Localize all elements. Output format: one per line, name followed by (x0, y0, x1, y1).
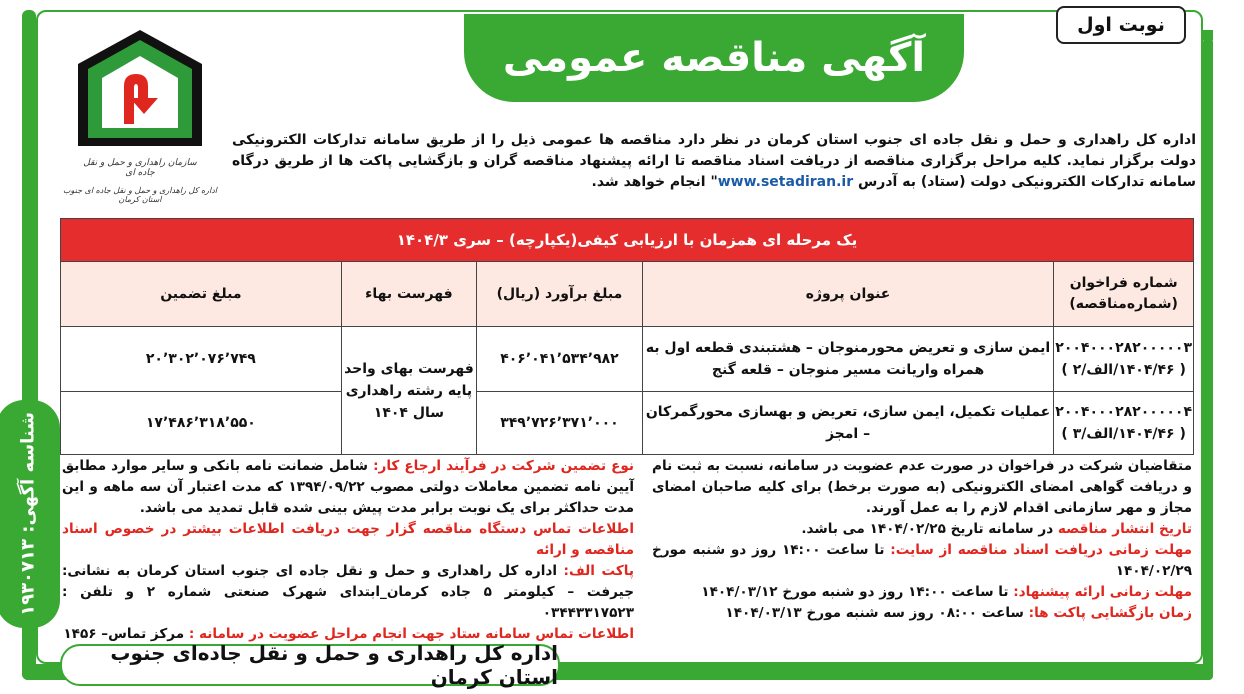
intro-paragraph (232, 130, 1196, 193)
publish-date-label: تاریخ انتشار مناقصه (1057, 521, 1192, 537)
round-tag: نوبت اول (1056, 6, 1186, 44)
guarantee-amount: ۲۰٬۳۰۲٬۰۷۶٬۷۴۹ (61, 327, 342, 392)
table-row (61, 327, 1194, 392)
tender-number: ( ۱۴۰۴/۴۶/الف/۳ ) (1061, 426, 1186, 442)
tender-table (60, 218, 1194, 455)
project-title: عملیات تکمیل، ایمن سازی، تعریض و بهسازی محورگمرکان – امجز (642, 392, 1054, 455)
setad-contact-text: مرکز تماس– ۱۴۵۶ (63, 626, 189, 642)
setad-contact-label: اطلاعات تماس سامانه ستاد جهت انجام مراحل عضویت در سامانه : (188, 626, 634, 642)
logo-caption-office: اداره کل راهداری و حمل و نقل جاده ای جنوب استان کرمان (63, 186, 217, 204)
submit-deadline-text: تا ساعت ۱۴:۰۰ روز دو شنبه مورخ ۱۴۰۴/۰۳/۱۲ (701, 584, 1014, 600)
ad-id: شناسه آگهی: ۱۹۳۰۷۱۳ (17, 412, 39, 616)
project-title: ایمن سازی و تعریض محورمنوجان – هشتبندی قطعه اول به همراه واریانت مسیر منوجان – قلعه گنج (642, 327, 1054, 392)
intro-text: اداره کل راهداری و حمل و نقل جاده ای جنوب استان کرمان در نظر دارد مناقصه ها عمومی ذیل را از طریق سامانه تدارکات الکترونیکی دولت برگزار نماید. کلیه مراحل برگزاری مناقصه از دریافت اسناد مناقصه تا ارائه پیشنهاد مناقصه گران و بازگشایی پاکت ها از طریق درگاه سامانه تدارکات الکترونیکی دولت (ستاد) به آدرس (232, 132, 1196, 190)
estimate-amount: ۳۴۹٬۷۲۶٬۳۷۱٬۰۰۰ (477, 392, 643, 455)
opening-time-line (652, 603, 1192, 624)
ad-id-badge (0, 400, 60, 628)
opening-time-text: ساعت ۰۸:۰۰ روز سه شنبه مورخ ۱۴۰۴/۰۳/۱۳ (725, 605, 1029, 621)
frame-right-bar (1203, 38, 1213, 680)
table-caption: یک مرحله ای همزمان با ارزیابی کیفی(یکپارچه) – سری ۱۴۰۴/۳ (61, 219, 1194, 262)
title-banner (464, 14, 964, 102)
doc-deadline-text: تا ساعت ۱۴:۰۰ روز دو شنبه مورخ ۱۴۰۴/۰۲/۲۹ (652, 542, 1192, 579)
publish-date-line (652, 519, 1192, 540)
header-price-list: فهرست بهاء (341, 262, 476, 327)
footer-org-name: اداره کل راهداری و حمل و نقل جاده‌ای جنوب استان کرمان (110, 641, 558, 689)
contact-heading: اطلاعات تماس دستگاه مناقصه گزار جهت دریافت اطلاعات بیشتر در خصوص اسناد مناقصه و ارائه (62, 521, 634, 558)
submit-deadline-line (652, 582, 1192, 603)
guarantee-type-label: نوع تضمین شرکت در فرآیند ارجاع کار: (373, 458, 635, 474)
header-estimate: مبلغ برآورد (ریال) (477, 262, 643, 327)
intro-text-end: " انجام خواهد شد. (591, 174, 718, 190)
header-call-number: شماره فراخوان (شماره‌مناقصه) (1054, 262, 1194, 327)
envelope-para (62, 561, 634, 624)
setad-url-link[interactable]: www.setadiran.ir (717, 174, 854, 190)
guarantee-type-text: شامل ضمانت نامه بانکی و سایر موارد مطابق آیین نامه تضمین معاملات دولتی مصوب ۱۳۹۴/۰۹/۲۲ که مدت اعتبار آن سه ماهه و این مدت حداکثر برای یک نوبت برابر مدت پیش بینی شده قابل تمدید می باشد. (62, 458, 634, 516)
doc-deadline-line (652, 540, 1192, 582)
header-guarantee: مبلغ تضمین (61, 262, 342, 327)
guarantee-amount: ۱۷٬۴۸۶٬۳۱۸٬۵۵۰ (61, 392, 342, 455)
envelope-label: پاکت الف: (563, 563, 634, 579)
submit-deadline-label: مهلت زمانی ارائه پیشنهاد: (1013, 584, 1192, 600)
schedule-block (652, 456, 1192, 624)
registration-note: متقاضیان شرکت در فراخوان در صورت عدم عضویت در سامانه، نسبت به ثبت نام و دریافت گواهی امضای الکترونیکی (به صورت برخط) برای کلیه صاحبان امضای مجاز و مهر سازمانی اقدام لازم را به عمل آورند. (652, 458, 1192, 516)
call-number-cell (1054, 327, 1194, 392)
estimate-amount: ۴۰۶٬۰۴۱٬۵۳۴٬۹۸۲ (477, 327, 643, 392)
price-list-value: فهرست بهای واحد پایه رشته راهداری سال ۱۴۰۴ (341, 327, 476, 455)
guarantee-contact-block (62, 456, 634, 645)
table-row (61, 392, 1194, 455)
footer-plate (60, 641, 560, 689)
publish-date-text: در سامانه تاریخ ۱۴۰۴/۰۲/۲۵ می باشد. (801, 521, 1058, 537)
doc-deadline-label: مهلت زمانی دریافت اسناد مناقصه از سایت: (890, 542, 1192, 558)
road-org-logo-icon (74, 28, 206, 148)
logo-caption-org: سازمان راهداری و حمل و نقل جاده ای (83, 158, 197, 178)
page-title: آگهی مناقصه عمومی (502, 35, 926, 81)
call-number: ۲۰۰۴۰۰۰۲۸۲۰۰۰۰۰۴ (1055, 404, 1192, 420)
tender-number: ( ۱۴۰۴/۴۶/الف/۲ ) (1061, 362, 1186, 378)
envelope-text: اداره کل راهداری و حمل و نقل جاده ای جنوب استان کرمان به نشانی: جیرفت – کیلومتر ۵ جاده کرمان_ابتدای شهرک صنعتی شماره ۲ و تلفن : ۰۳۴۴۳۳۱۷۵۲۳ (62, 563, 634, 621)
opening-time-label: زمان بازگشایی پاکت ها: (1028, 605, 1192, 621)
call-number-cell (1054, 392, 1194, 455)
header-project-title: عنوان پروژه (642, 262, 1054, 327)
call-number: ۲۰۰۴۰۰۰۲۸۲۰۰۰۰۰۳ (1055, 340, 1192, 356)
guarantee-type-para (62, 456, 634, 519)
